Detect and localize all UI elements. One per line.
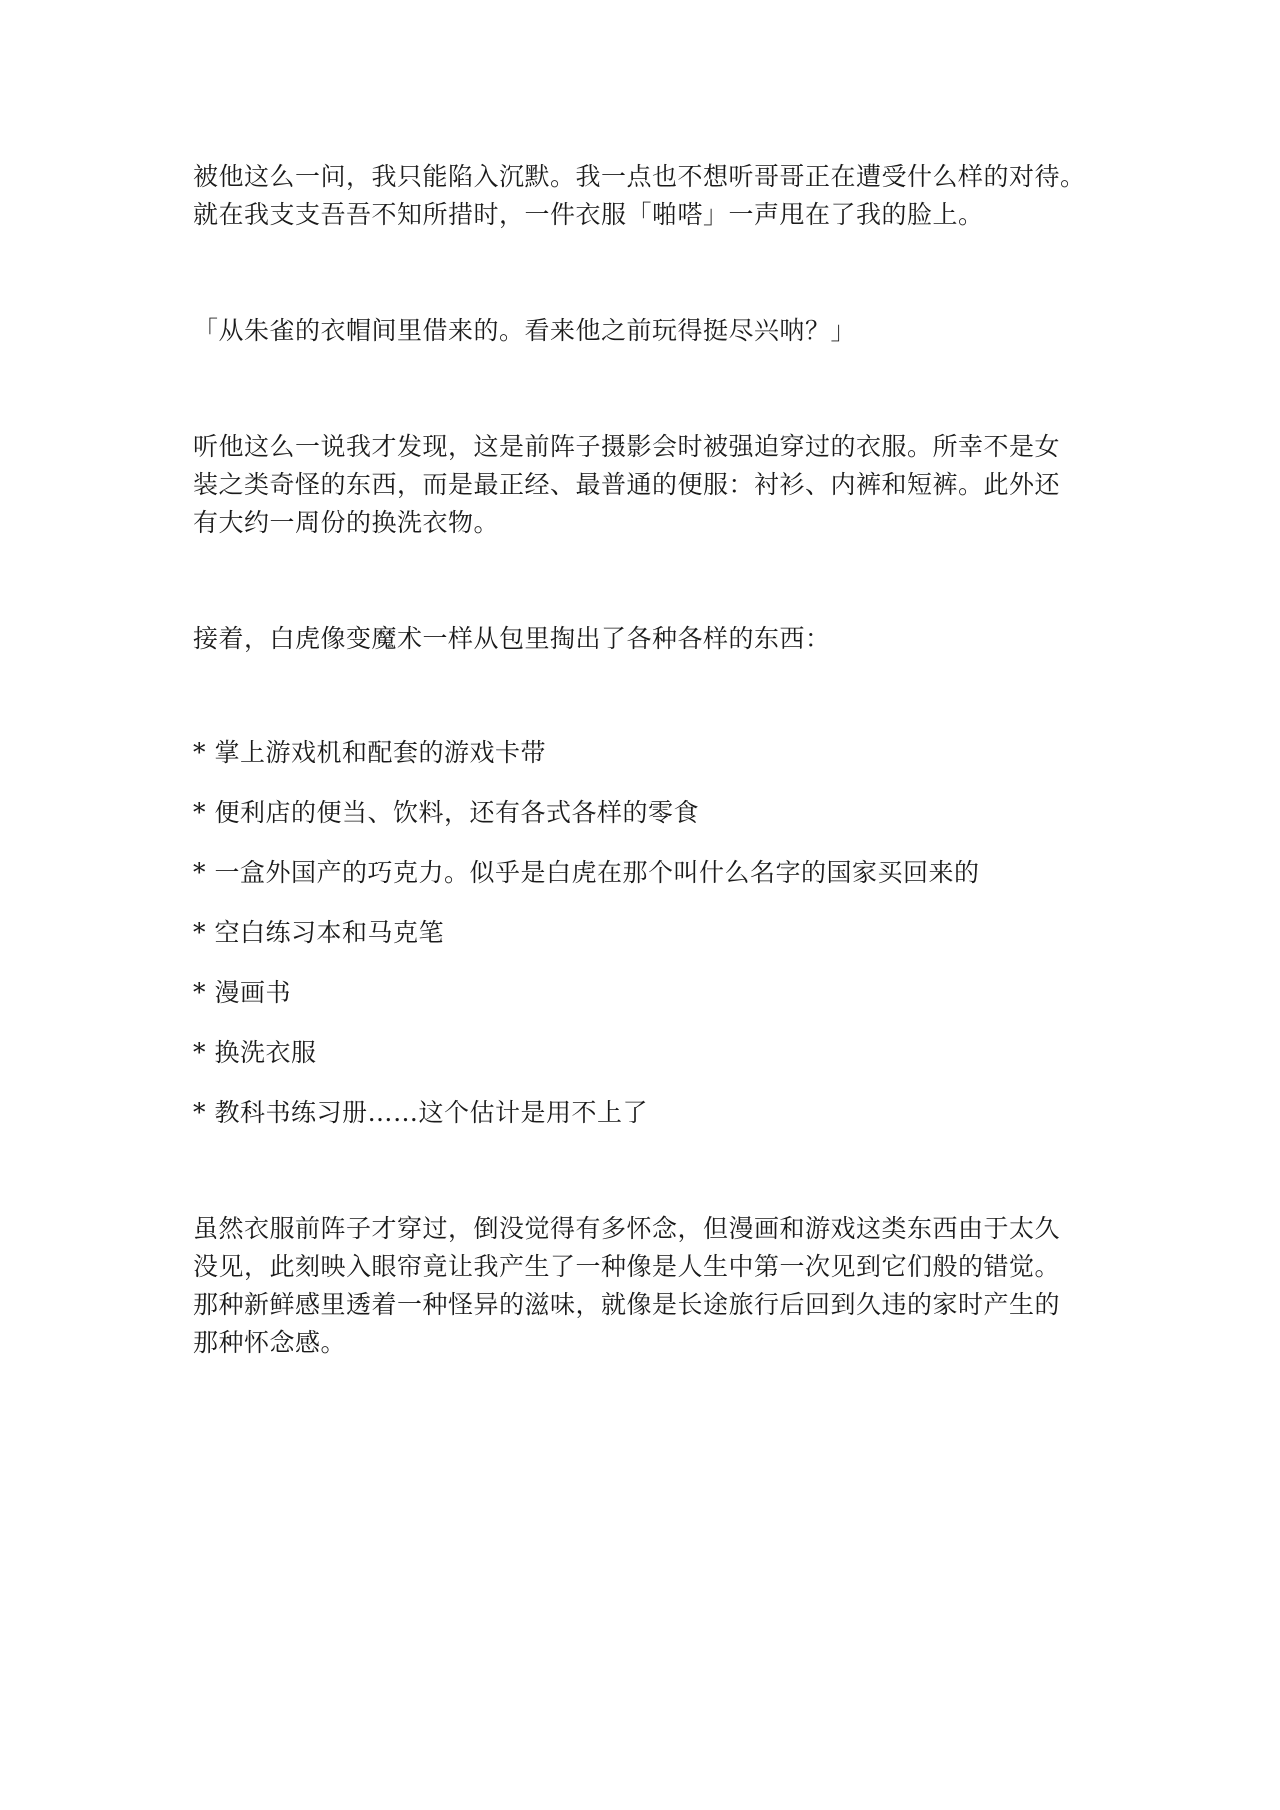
paragraph-spacer	[193, 1154, 1093, 1210]
paragraph-spacer	[193, 350, 1093, 428]
paragraph-5	[193, 1210, 1093, 1362]
paragraph-1	[193, 158, 1093, 234]
text-line: 那种新鲜感里透着一种怪异的滋味，就像是长途旅行后回到久违的家时产生的	[193, 1290, 1061, 1319]
paragraph-3	[193, 428, 1093, 542]
text-line: 听他这么一说我才发现，这是前阵子摄影会时被强迫穿过的衣服。所幸不是女	[193, 432, 1061, 461]
list-item: * 掌上游戏机和配套的游戏卡带	[193, 738, 546, 767]
text-line: 那种怀念感。	[193, 1328, 347, 1357]
list-item: * 便利店的便当、饮料，还有各式各样的零食	[193, 798, 699, 827]
paragraph-spacer	[193, 542, 1093, 620]
paragraph-4	[193, 620, 1093, 658]
text-line: 「从朱雀的衣帽间里借来的。看来他之前玩得挺尽兴呐？」	[193, 316, 857, 345]
text-line: 装之类奇怪的东西，而是最正经、最普通的便服：衬衫、内裤和短裤。此外还	[193, 470, 1061, 499]
list-item: * 一盒外国产的巧克力。似乎是白虎在那个叫什么名字的国家买回来的	[193, 858, 980, 887]
text-line: 虽然衣服前阵子才穿过，倒没觉得有多怀念，但漫画和游戏这类东西由于太久	[193, 1214, 1061, 1243]
document-page	[193, 158, 1093, 1362]
paragraph-spacer	[193, 658, 1093, 734]
paragraph-spacer	[193, 234, 1093, 312]
list-item: * 换洗衣服	[193, 1038, 317, 1067]
list-item: * 教科书练习册……这个估计是用不上了	[193, 1098, 648, 1127]
text-line: 有大约一周份的换洗衣物。	[193, 508, 500, 537]
list-item: * 空白练习本和马克笔	[193, 918, 444, 947]
text-line: 被他这么一问，我只能陷入沉默。我一点也不想听哥哥正在遭受什么样的对待。	[193, 162, 1086, 191]
paragraph-2	[193, 312, 1093, 350]
text-line: 接着，白虎像变魔术一样从包里掏出了各种各样的东西：	[193, 624, 831, 653]
item-list	[193, 734, 1093, 1132]
text-line: 就在我支支吾吾不知所措时，一件衣服「啪嗒」一声甩在了我的脸上。	[193, 200, 984, 229]
list-item: * 漫画书	[193, 978, 291, 1007]
text-line: 没见，此刻映入眼帘竟让我产生了一种像是人生中第一次见到它们般的错觉。	[193, 1252, 1061, 1281]
